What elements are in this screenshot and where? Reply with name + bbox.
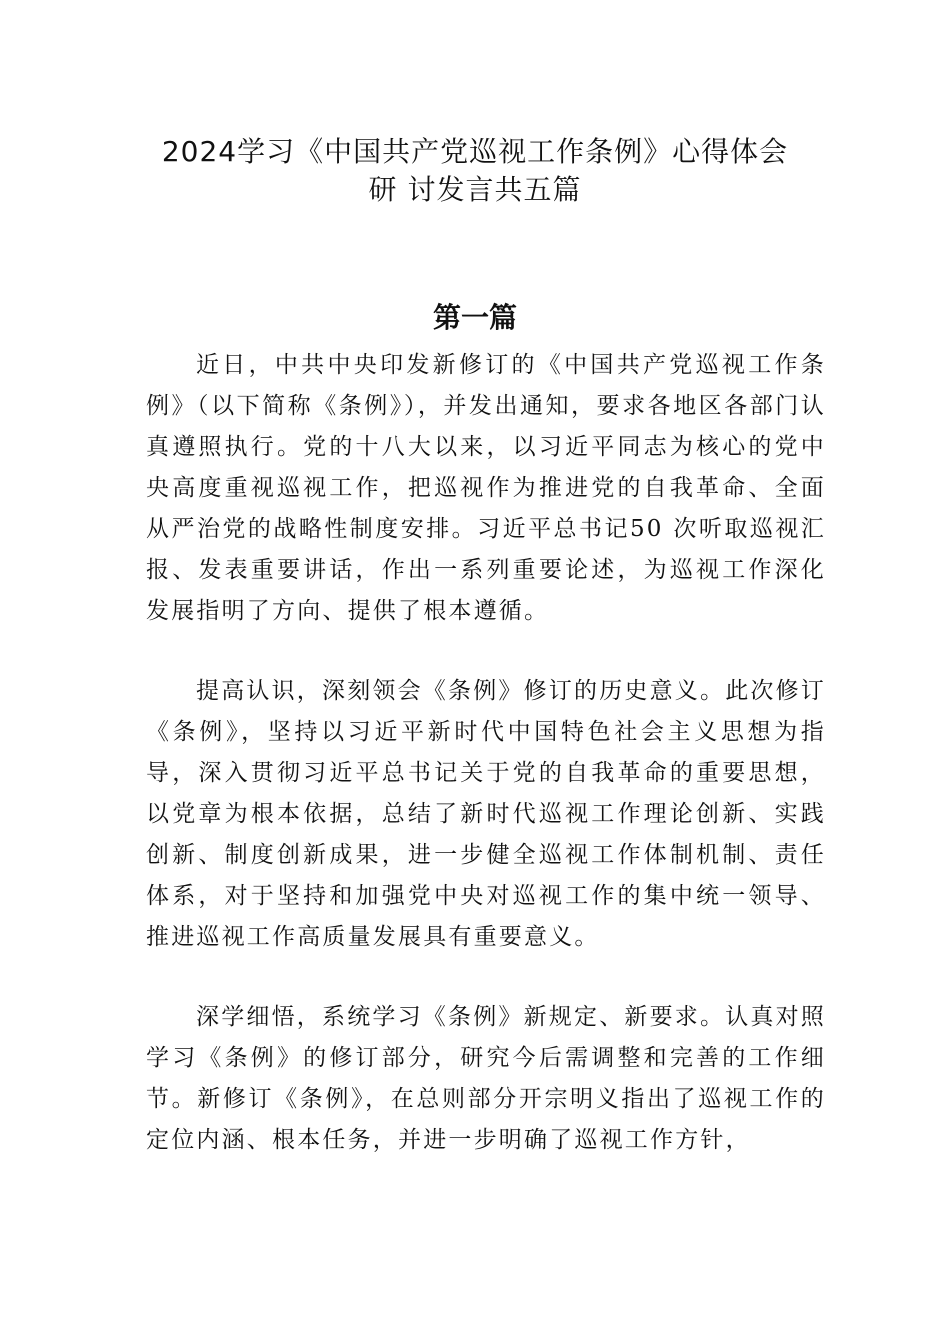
paragraph-2: 提高认识，深刻领会《条例》修订的历史意义。此次修订《条例》，坚持以习近平新时代中国特色社会主义思想为指导，深入贯彻习近平总书记关于党的自我革命的重要思想，以党章为根本依据，总结了新时代巡视工作理论创新、实践创新、制度创新成果，进一步健全巡视工作体制机制、责任体系，对于坚持和加强党中央对巡视工作的集中统一领导、推进巡视工作高质量发展具有重要意义。 (146, 678, 826, 950)
section-heading: 第一篇 (432, 301, 517, 334)
document-title-line-2: 研 讨发言共五篇 (368, 173, 582, 206)
paragraph-3: 深学细悟，系统学习《条例》新规定、新要求。认真对照学习《条例》的修订部分，研究今后需调整和完善的工作细节。新修订《条例》，在总则部分开宗明义指出了巡视工作的定位内涵、根本任务，并进一步明确了巡视工作方针， (146, 1004, 826, 1153)
document-title-line-1: 2024学习《中国共产党巡视工作条例》心得体会 (161, 135, 789, 168)
paragraph-1: 近日，中共中央印发新修订的《中国共产党巡视工作条例》（以下简称《条例》），并发出通知，要求各地区各部门认真遵照执行。党的十八大以来，以习近平同志为核心的党中央高度重视巡视工作，把巡视作为推进党的自我革命、全面从严治党的战略性制度安排。习近平总书记50 次听取巡视汇报、发表重要讲话，作出一系列重要论述，为巡视工作深化发展指明了方向、提供了根本遵循。 (146, 352, 826, 624)
